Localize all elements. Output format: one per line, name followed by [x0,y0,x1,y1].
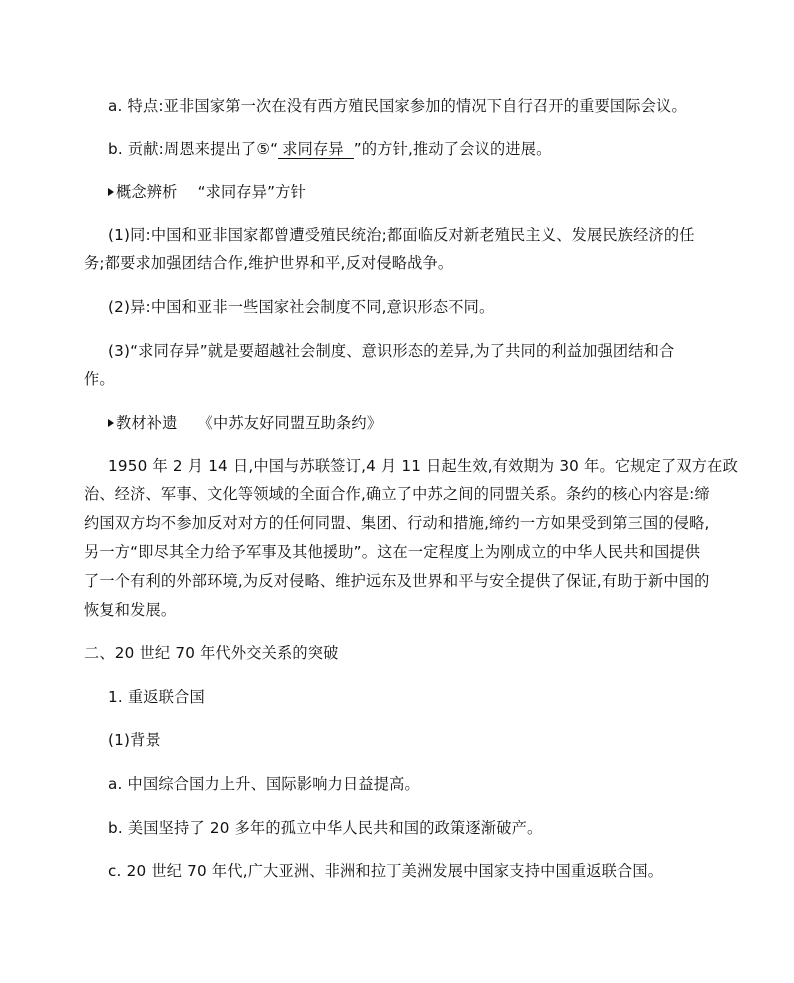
supplement-line: 1950 年 2 月 14 日,中国与苏联签订,4 月 11 日起生效,有效期为 30 年。它规定了双方在政 [108,457,738,475]
section-heading: 二、20 世纪 70 年代外交关系的突破 [84,644,339,662]
concept-p2: (2)异:中国和亚非一些国家社会制度不同,意识形态不同。 [108,298,495,316]
supplement-topic: 《中苏友好同盟互助条约》 [197,414,383,432]
supplement-line: 了一个有利的外部环境,为反对侵略、维护远东及世界和平与安全提供了保证,有助于新中国的 [84,572,710,590]
concept-topic: “求同存异”方针 [197,183,307,201]
feature-a: a. 特点:亚非国家第一次在没有西方殖民国家参加的情况下自行召开的重要国际会议。 [108,97,687,115]
supplement-line: 约国双方均不参加反对对方的任何同盟、集团、行动和措施,缔约一方如果受到第三国的侵略, [84,514,710,532]
subsection-heading: 1. 重返联合国 [108,688,205,706]
concept-analysis-heading [108,182,306,202]
background-b: b. 美国坚持了 20 多年的孤立中华人民共和国的政策逐渐破产。 [108,819,543,837]
concept-p1-line2: 务;都要求加强团结合作,维护世界和平,反对侵略战争。 [84,254,454,272]
concept-p3-line1: (3)“求同存异”就是要超越社会制度、意识形态的差异,为了共同的利益加强团结和合 [108,342,675,360]
feature-b-suffix: ”的方针,推动了会议的进展。 [353,140,552,158]
triangle-bullet-icon [108,419,114,427]
background-c: c. 20 世纪 70 年代,广大亚洲、非洲和拉丁美洲发展中国家支持中国重返联合国。 [108,862,664,880]
fill-blank-answer: 求同存异 [278,140,354,159]
supplement-line: 治、经济、军事、文化等领域的全面合作,确立了中苏之间的同盟关系。条约的核心内容是:缔 [84,485,710,503]
supplement-line: 恢复和发展。 [84,601,177,619]
supplement-heading [108,413,382,433]
concept-p1-line1: (1)同:中国和亚非国家都曾遭受殖民统治;都面临反对新老殖民主义、发展民族经济的任 [108,226,695,244]
concept-label: 概念辨析 [116,183,178,201]
supplement-line: 另一方“即尽其全力给予军事及其他援助”。这在一定程度上为刚成立的中华人民共和国提供 [84,543,701,561]
triangle-bullet-icon [108,188,114,196]
background-heading: (1)背景 [108,731,161,749]
concept-p3-line2: 作。 [84,370,115,388]
feature-b-prefix: b. 贡献:周恩来提出了⑤“ [108,140,279,158]
supplement-label: 教材补遗 [116,414,178,432]
background-a: a. 中国综合国力上升、国际影响力日益提高。 [108,775,420,793]
feature-b [108,139,552,159]
